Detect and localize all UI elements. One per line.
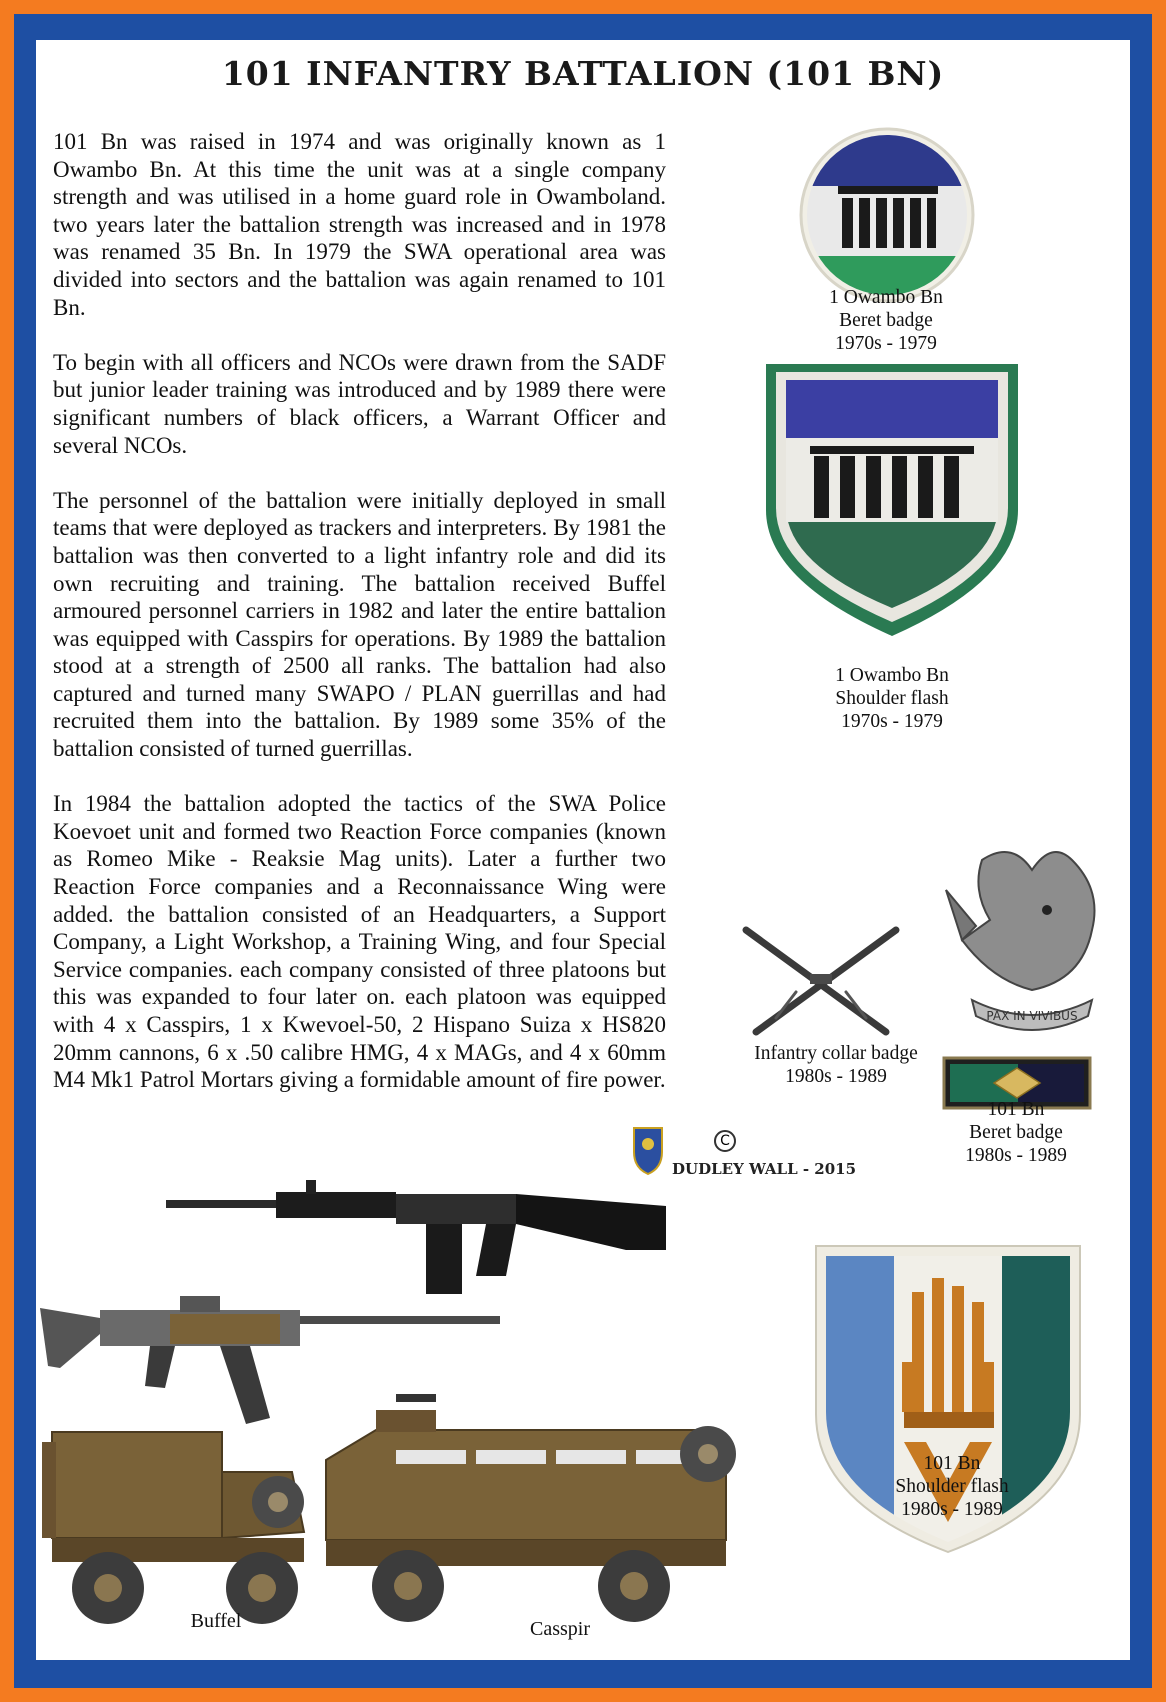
author-credit: DUDLEY WALL - 2015 xyxy=(672,1160,857,1178)
body-text xyxy=(53,128,666,1121)
casspir-caption: Casspir xyxy=(530,1618,590,1640)
copyright-icon: C xyxy=(714,1130,736,1152)
owambo-beret-caption: 1 Owambo Bn Beret badge 1970s - 1979 xyxy=(829,287,943,354)
owambo-shoulder-flash-image xyxy=(760,360,1024,640)
coat-of-arms-icon xyxy=(630,1122,666,1176)
crossed-swords-collar-badge-image xyxy=(736,922,906,1042)
owambo-beret-badge-image xyxy=(798,126,976,304)
rhino-motto: PAX IN VIVIBUS xyxy=(986,1009,1078,1023)
rhino-beret-badge-image xyxy=(942,830,1122,1054)
owambo-flash-caption: 1 Owambo Bn Shoulder flash 1970s - 1979 xyxy=(835,665,949,732)
paragraph-history: 101 Bn was raised in 1974 and was originally known as 1 Owambo Bn. At this time the unit was at a single company strength and was utilised in a home guard role in Owamboland. two years later the battalion strength was increased and in 1978 was renamed 35 Bn. In 1979 the SWA operational area was divided into sectors and the battalion was again renamed to 101 Bn. xyxy=(53,129,666,320)
buffel-vehicle-image xyxy=(42,1412,312,1636)
page-title: 101 INFANTRY BATTALION (101 BN) xyxy=(221,54,945,93)
paragraph-organisation: In 1984 the battalion adopted the tactics of the SWA Police Koevoet unit and formed two Reaction Force companies (known as Romeo Mike - Reaksie Mag units). Later a further two Reaction Force companies and a Reconnaissance Wing were added. the battalion consisted of an Headquarters, a Support Company, a Light Workshop, a Training Wing, and four Special Service companies. each company consisted of three platoons but this was expanded to four later on. each platoon was equipped with 4 x Casspirs, 1 x Kwevoel-50, 2 Hispano Suiza x HS820 20mm cannons, 6 x .50 calibre HMG, 4 x MAGs, and 4 x 60mm M4 Mk1 Patrol Mortars giving a formidable amount of fire power. xyxy=(53,791,666,1093)
rhino-beret-caption: 101 Bn Beret badge 1980s - 1989 xyxy=(965,1099,1067,1166)
collar-badge-caption: Infantry collar badge 1980s - 1989 xyxy=(754,1043,918,1087)
paragraph-deployment: The personnel of the battalion were initially deployed in small teams that were deployed as trackers and interpreters. By 1981 the battalion was then converted to a light infantry role and did its own recruiting and training. The battalion received Buffel armoured personnel carriers in 1982 and later the entire battalion was equipped with Casspirs for operations. By 1989 the battalion stood at a strength of 2500 all ranks. The battalion had also captured and turned many SWAPO / PLAN guerrillas and had recruited them into the battalion. By 1989 some 35% of the battalion consisted of turned guerrillas. xyxy=(53,487,666,762)
paragraph-officers: To begin with all officers and NCOs were drawn from the SADF but junior leader training was introduced and by 1989 there were significant numbers of black officers, a Warrant Officer and several NCOs. xyxy=(53,349,666,458)
poster-page xyxy=(36,40,1130,1660)
101bn-flash-caption: 101 Bn Shoulder flash 1980s - 1989 xyxy=(895,1453,1009,1520)
buffel-caption: Buffel xyxy=(190,1610,242,1632)
casspir-vehicle-image xyxy=(316,1390,746,1630)
